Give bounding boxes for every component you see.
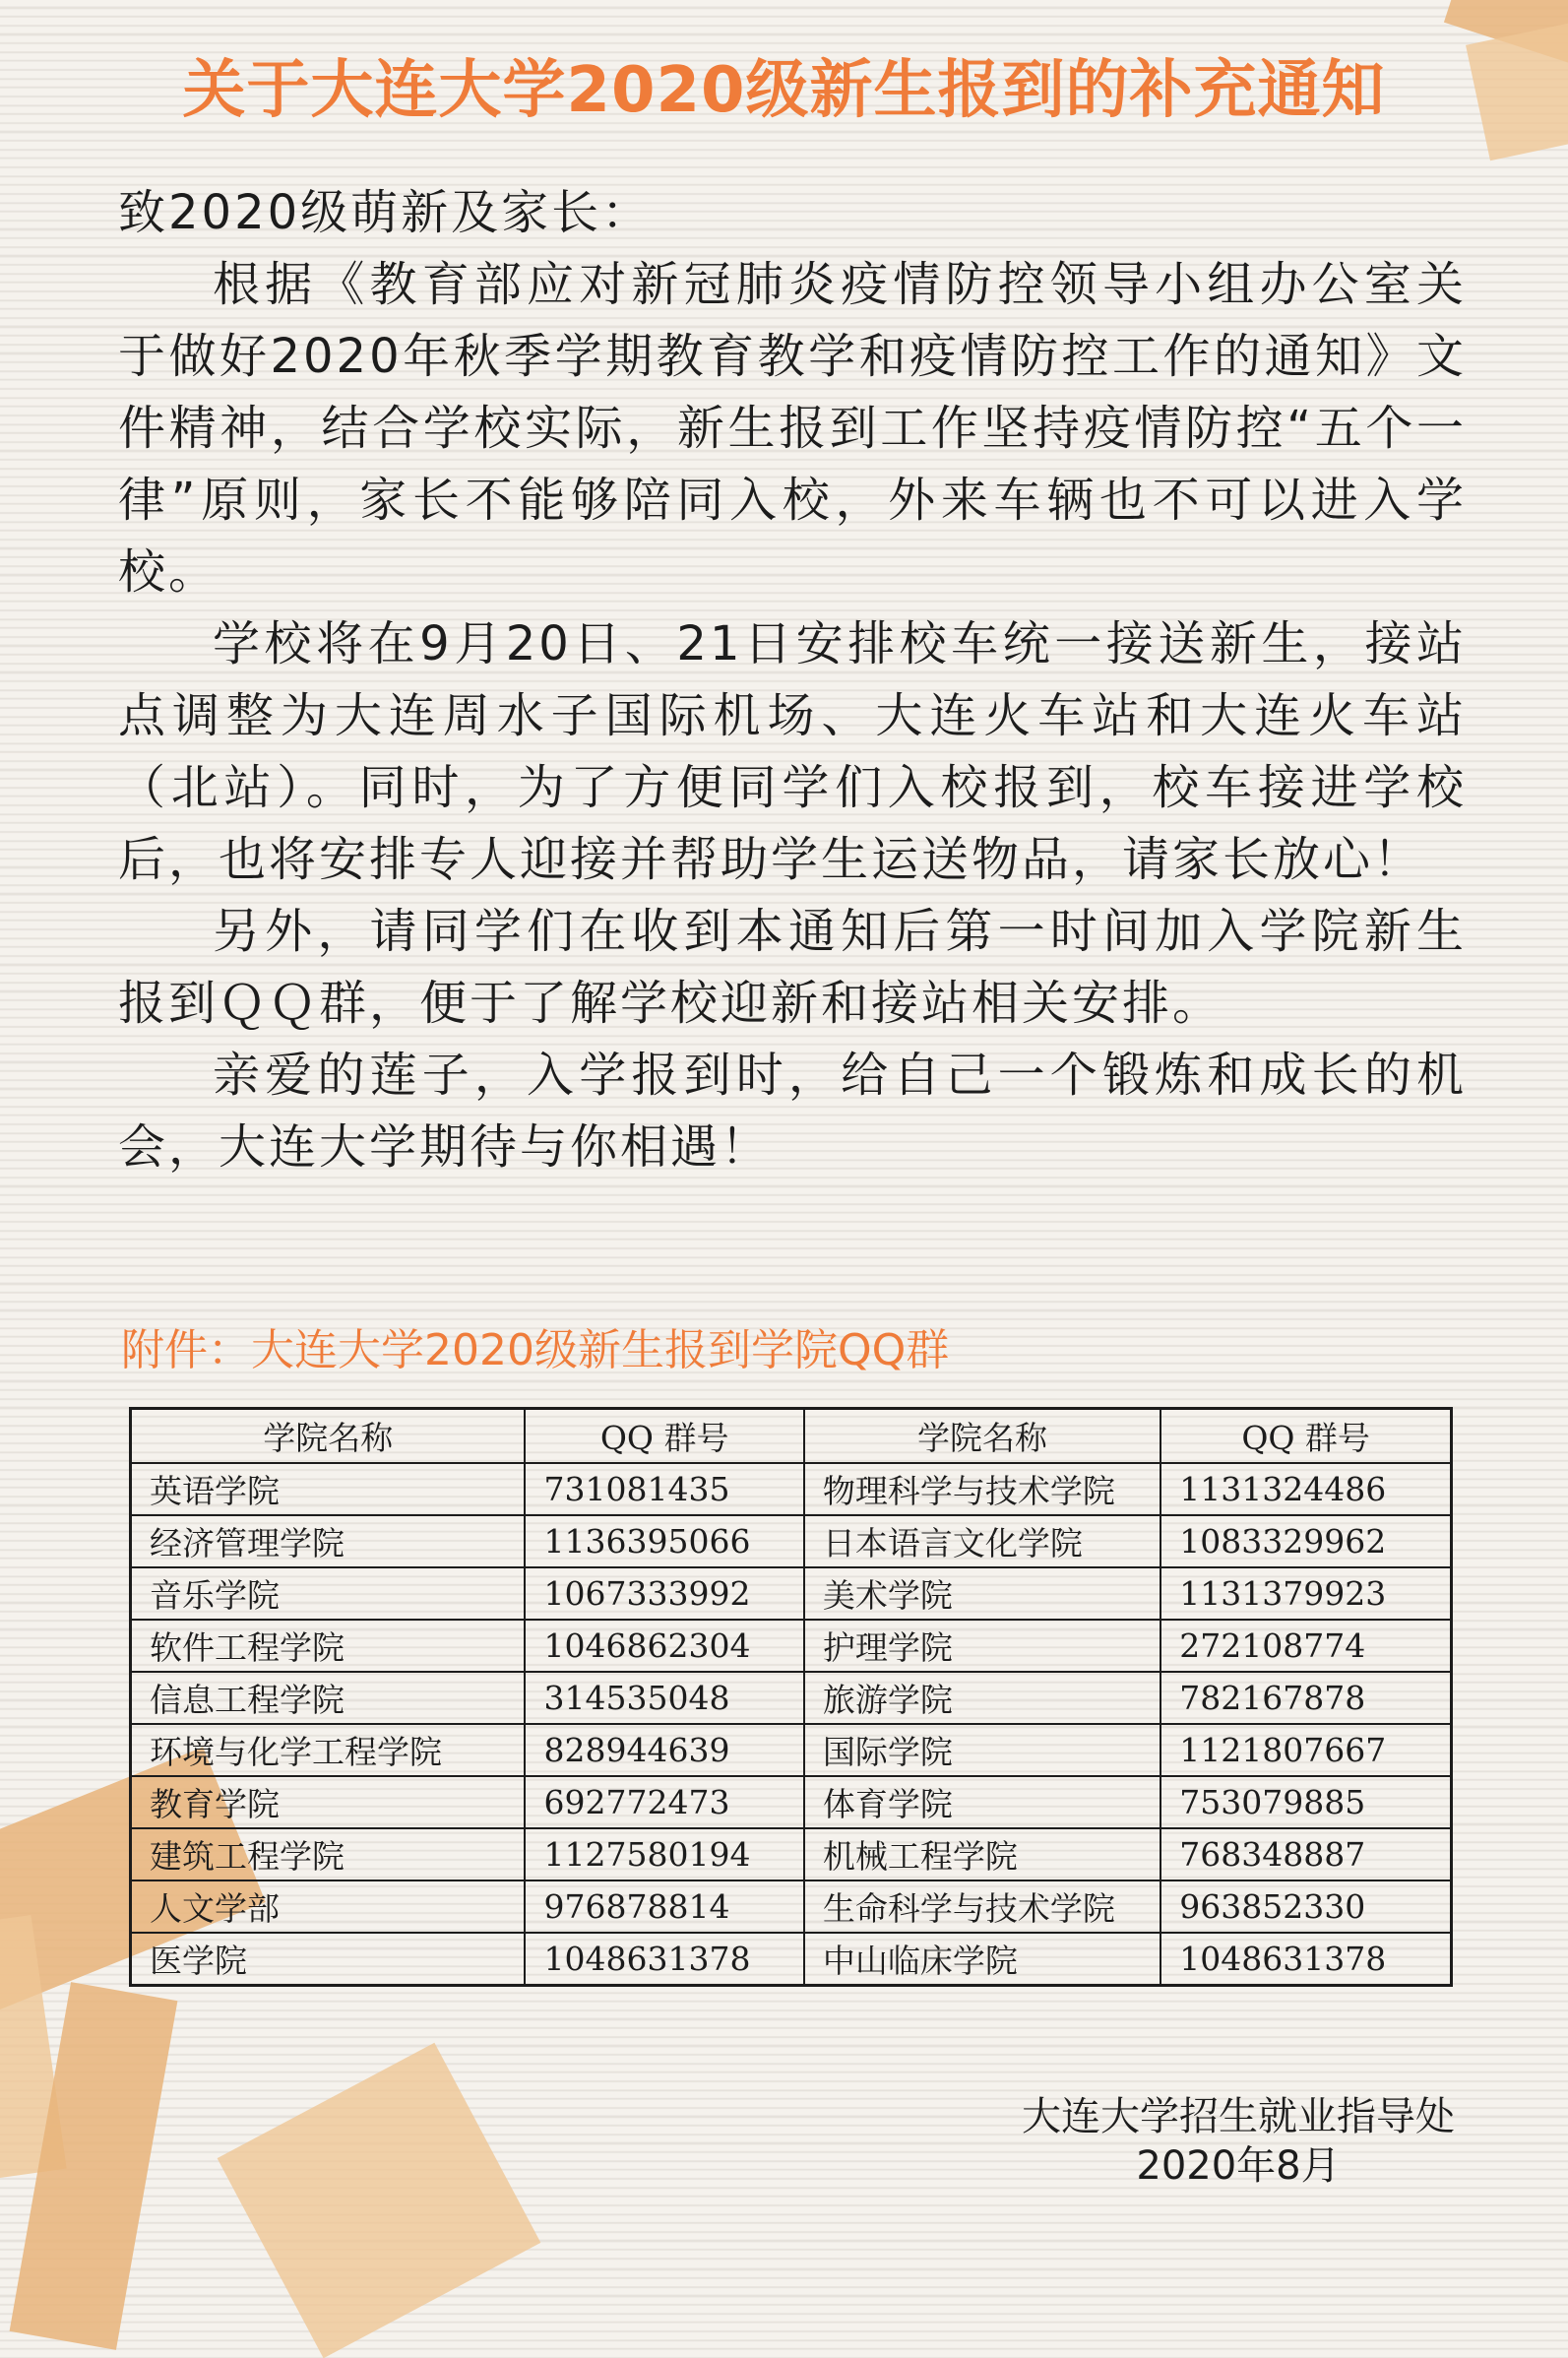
college-name: 信息工程学院 bbox=[131, 1672, 526, 1724]
qq-number: 1046862304 bbox=[525, 1620, 803, 1672]
college-name: 日本语言文化学院 bbox=[804, 1515, 1160, 1567]
decorative-block bbox=[218, 2043, 541, 2358]
table-row bbox=[131, 1933, 1452, 1986]
qq-group-table bbox=[129, 1407, 1453, 1987]
column-header: QQ 群号 bbox=[1160, 1409, 1451, 1464]
column-header: 学院名称 bbox=[804, 1409, 1160, 1464]
college-name: 体育学院 bbox=[804, 1776, 1160, 1828]
paragraph: 根据《教育部应对新冠肺炎疫情防控领导小组办公室关于做好2020年秋季学期教育教学和疫情防控工作的通知》文件精神，结合学校实际，新生报到工作坚持疫情防控“五个一律”原则，家长不能够陪同入校，外来车辆也不可以进入学校。 bbox=[118, 257, 1467, 600]
college-name: 英语学院 bbox=[131, 1463, 526, 1515]
paragraph: 另外，请同学们在收到本通知后第一时间加入学院新生报到ＱＱ群，便于了解学校迎新和接站相关安排。 bbox=[118, 904, 1467, 1031]
table-header-row bbox=[131, 1409, 1452, 1464]
qq-number: 1083329962 bbox=[1160, 1515, 1451, 1567]
qq-number: 314535048 bbox=[525, 1672, 803, 1724]
page-title: 关于大连大学2020级新生报到的补充通知 bbox=[182, 54, 1386, 127]
table-row bbox=[131, 1463, 1452, 1515]
college-name: 建筑工程学院 bbox=[131, 1828, 526, 1880]
qq-number: 963852330 bbox=[1160, 1880, 1451, 1933]
qq-number: 1048631378 bbox=[525, 1933, 803, 1986]
table-row bbox=[131, 1776, 1452, 1828]
table-row bbox=[131, 1672, 1452, 1724]
qq-number: 1121807667 bbox=[1160, 1724, 1451, 1776]
greeting: 致2020级萌新及家长： bbox=[118, 185, 653, 240]
college-name: 经济管理学院 bbox=[131, 1515, 526, 1567]
college-name: 机械工程学院 bbox=[804, 1828, 1160, 1880]
notice-body bbox=[118, 177, 1467, 1183]
qq-number: 768348887 bbox=[1160, 1828, 1451, 1880]
college-name: 环境与化学工程学院 bbox=[131, 1724, 526, 1776]
signature-org: 大连大学招生就业指导处 bbox=[1022, 2094, 1455, 2139]
qq-number: 1131379923 bbox=[1160, 1567, 1451, 1620]
qq-number: 1127580194 bbox=[525, 1828, 803, 1880]
college-name: 国际学院 bbox=[804, 1724, 1160, 1776]
table-row bbox=[131, 1880, 1452, 1933]
college-name: 音乐学院 bbox=[131, 1567, 526, 1620]
college-name: 医学院 bbox=[131, 1933, 526, 1986]
table-row bbox=[131, 1567, 1452, 1620]
qq-number: 1067333992 bbox=[525, 1567, 803, 1620]
table-row bbox=[131, 1828, 1452, 1880]
table-body bbox=[131, 1463, 1452, 1986]
college-name: 美术学院 bbox=[804, 1567, 1160, 1620]
college-name: 人文学部 bbox=[131, 1880, 526, 1933]
qq-number: 1131324486 bbox=[1160, 1463, 1451, 1515]
college-name: 中山临床学院 bbox=[804, 1933, 1160, 1986]
attachment-title: 附件：大连大学2020级新生报到学院QQ群 bbox=[121, 1325, 950, 1375]
qq-number: 753079885 bbox=[1160, 1776, 1451, 1828]
college-name: 物理科学与技术学院 bbox=[804, 1463, 1160, 1515]
table-row bbox=[131, 1515, 1452, 1567]
qq-number: 976878814 bbox=[525, 1880, 803, 1933]
college-name: 教育学院 bbox=[131, 1776, 526, 1828]
qq-number: 692772473 bbox=[525, 1776, 803, 1828]
column-header: 学院名称 bbox=[131, 1409, 526, 1464]
qq-number: 828944639 bbox=[525, 1724, 803, 1776]
qq-number: 1048631378 bbox=[1160, 1933, 1451, 1986]
paragraph: 学校将在9月20日、21日安排校车统一接送新生，接站点调整为大连周水子国际机场、大连火车站和大连火车站（北站）。同时，为了方便同学们入校报到，校车接进学校后，也将安排专人迎接并帮助学生运送物品，请家长放心！ bbox=[118, 616, 1467, 887]
table-row bbox=[131, 1724, 1452, 1776]
column-header: QQ 群号 bbox=[525, 1409, 803, 1464]
qq-number: 1136395066 bbox=[525, 1515, 803, 1567]
qq-number: 272108774 bbox=[1160, 1620, 1451, 1672]
college-name: 旅游学院 bbox=[804, 1672, 1160, 1724]
table-row bbox=[131, 1620, 1452, 1672]
college-name: 护理学院 bbox=[804, 1620, 1160, 1672]
signature-date: 2020年8月 bbox=[1136, 2143, 1341, 2189]
college-name: 软件工程学院 bbox=[131, 1620, 526, 1672]
qq-number: 731081435 bbox=[525, 1463, 803, 1515]
signature bbox=[1022, 2092, 1455, 2191]
qq-number: 782167878 bbox=[1160, 1672, 1451, 1724]
college-name: 生命科学与技术学院 bbox=[804, 1880, 1160, 1933]
paragraph: 亲爱的莲子，入学报到时，给自己一个锻炼和成长的机会，大连大学期待与你相遇！ bbox=[118, 1048, 1467, 1175]
